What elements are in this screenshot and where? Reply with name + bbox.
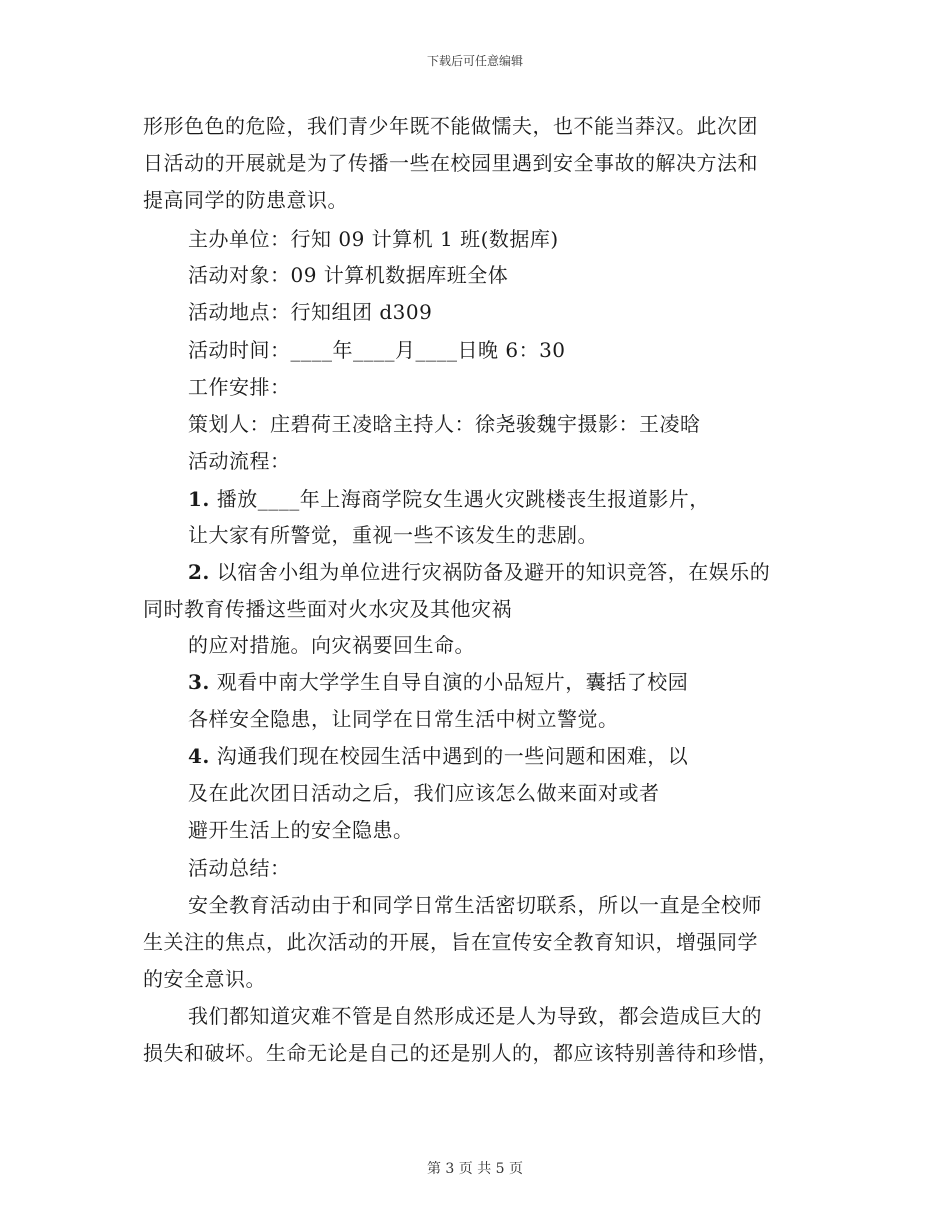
item-text: 播放____年上海商学院女生遇火灾跳楼丧生报道影片， — [216, 487, 710, 511]
section-activity-summary: 活动总结： — [188, 856, 291, 880]
process-item-3 — [188, 670, 688, 694]
body-line: 形形色色的危险，我们青少年既不能做懦夫，也不能当莽汉。此次团 — [143, 114, 758, 138]
body-line: 损失和破坏。生命无论是自己的还是别人的，都应该特别善待和珍惜， — [143, 1041, 779, 1065]
info-time: 活动时间：____年____月____日晚 6：30 — [188, 338, 566, 362]
item-text: 观看中南大学学生自导自演的小品短片，囊括了校园 — [216, 670, 689, 694]
item-number: 3. — [188, 670, 210, 694]
page-header: 下载后可任意编辑 — [426, 54, 523, 68]
body-line: 及在此次团日活动之后，我们应该怎么做来面对或者 — [188, 781, 660, 805]
item-number: 4. — [188, 744, 210, 768]
section-activity-process: 活动流程： — [188, 449, 291, 473]
item-text: 沟通我们现在校园生活中遇到的一些问题和困难，以 — [216, 744, 689, 768]
process-item-4 — [188, 744, 688, 768]
body-line: 提高同学的防患意识。 — [143, 188, 348, 212]
info-location: 活动地点：行知组团 d309 — [188, 300, 433, 324]
item-text: 以宿舍小组为单位进行灾祸防备及避开的知识竞答，在娱乐的 — [216, 560, 771, 584]
page-footer: 第 3 页 共 5 页 — [426, 1161, 524, 1177]
body-line: 安全教育活动由于和同学日常生活密切联系，所以一直是全校师 — [188, 893, 762, 917]
body-line: 让大家有所警觉，重视一些不该发生的悲剧。 — [188, 523, 598, 547]
info-audience: 活动对象：09 计算机数据库班全体 — [188, 263, 509, 287]
body-line: 各样安全隐患，让同学在日常生活中树立警觉。 — [188, 707, 619, 731]
item-number: 2. — [188, 560, 210, 584]
body-line: 同时教育传播这些面对火水灾及其他灾祸 — [143, 597, 512, 621]
process-item-2 — [188, 560, 770, 584]
body-line: 我们都知道灾难不管是自然形成还是人为导致，都会造成巨大的 — [188, 1004, 762, 1028]
body-line: 日活动的开展就是为了传播一些在校园里遇到安全事故的解决方法和 — [143, 151, 758, 175]
info-organizer: 主办单位：行知 09 计算机 1 班(数据库) — [188, 227, 559, 251]
staff-line: 策划人：庄碧荷王凌晗主持人：徐尧骏魏宇摄影：王凌晗 — [188, 412, 701, 436]
body-line: 避开生活上的安全隐患。 — [188, 818, 414, 842]
body-line: 的安全意识。 — [143, 967, 266, 991]
body-line: 生关注的焦点，此次活动的开展，旨在宣传安全教育知识，增强同学 — [143, 930, 758, 954]
process-item-1 — [188, 487, 710, 511]
body-line: 的应对措施。向灾祸要回生命。 — [188, 633, 475, 657]
section-work-arrangement: 工作安排： — [188, 375, 291, 399]
item-number: 1. — [188, 487, 210, 511]
